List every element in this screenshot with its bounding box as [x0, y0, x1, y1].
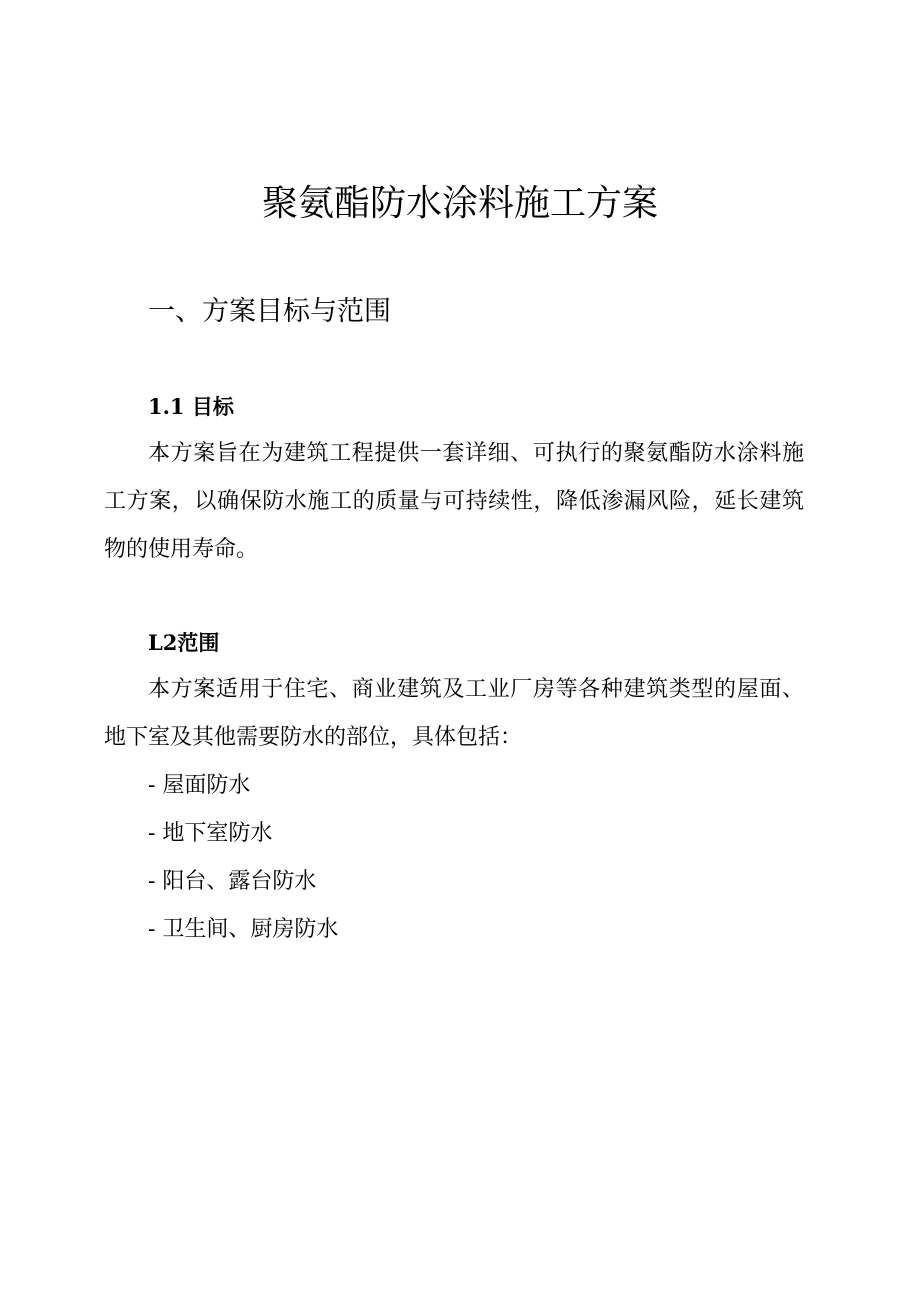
- scope-heading: L2范围: [148, 630, 220, 655]
- goal-paragraph: 本方案旨在为建筑工程提供一套详细、可执行的聚氨酯防水涂料施工方案，以确保防水施工的质量与可持续性，降低渗漏风险，延长建筑物的使用寿命。: [104, 441, 804, 562]
- list-item: - 地下室防水: [148, 821, 273, 846]
- section-heading: 一、方案目标与范围: [148, 296, 391, 327]
- document-title: 聚氨酯防水涂料施工方案: [261, 183, 658, 224]
- scope-paragraph: 本方案适用于住宅、商业建筑及工业厂房等各种建筑类型的屋面、地下室及其他需要防水的部位，具体包括：: [104, 677, 804, 750]
- list-item: - 卫生间、厨房防水: [148, 917, 339, 942]
- list-item: - 屋面防水: [148, 773, 251, 798]
- goal-heading: 1.1 目标: [148, 394, 234, 419]
- list-item: - 阳台、露台防水: [148, 869, 317, 894]
- scope-list: [148, 762, 338, 954]
